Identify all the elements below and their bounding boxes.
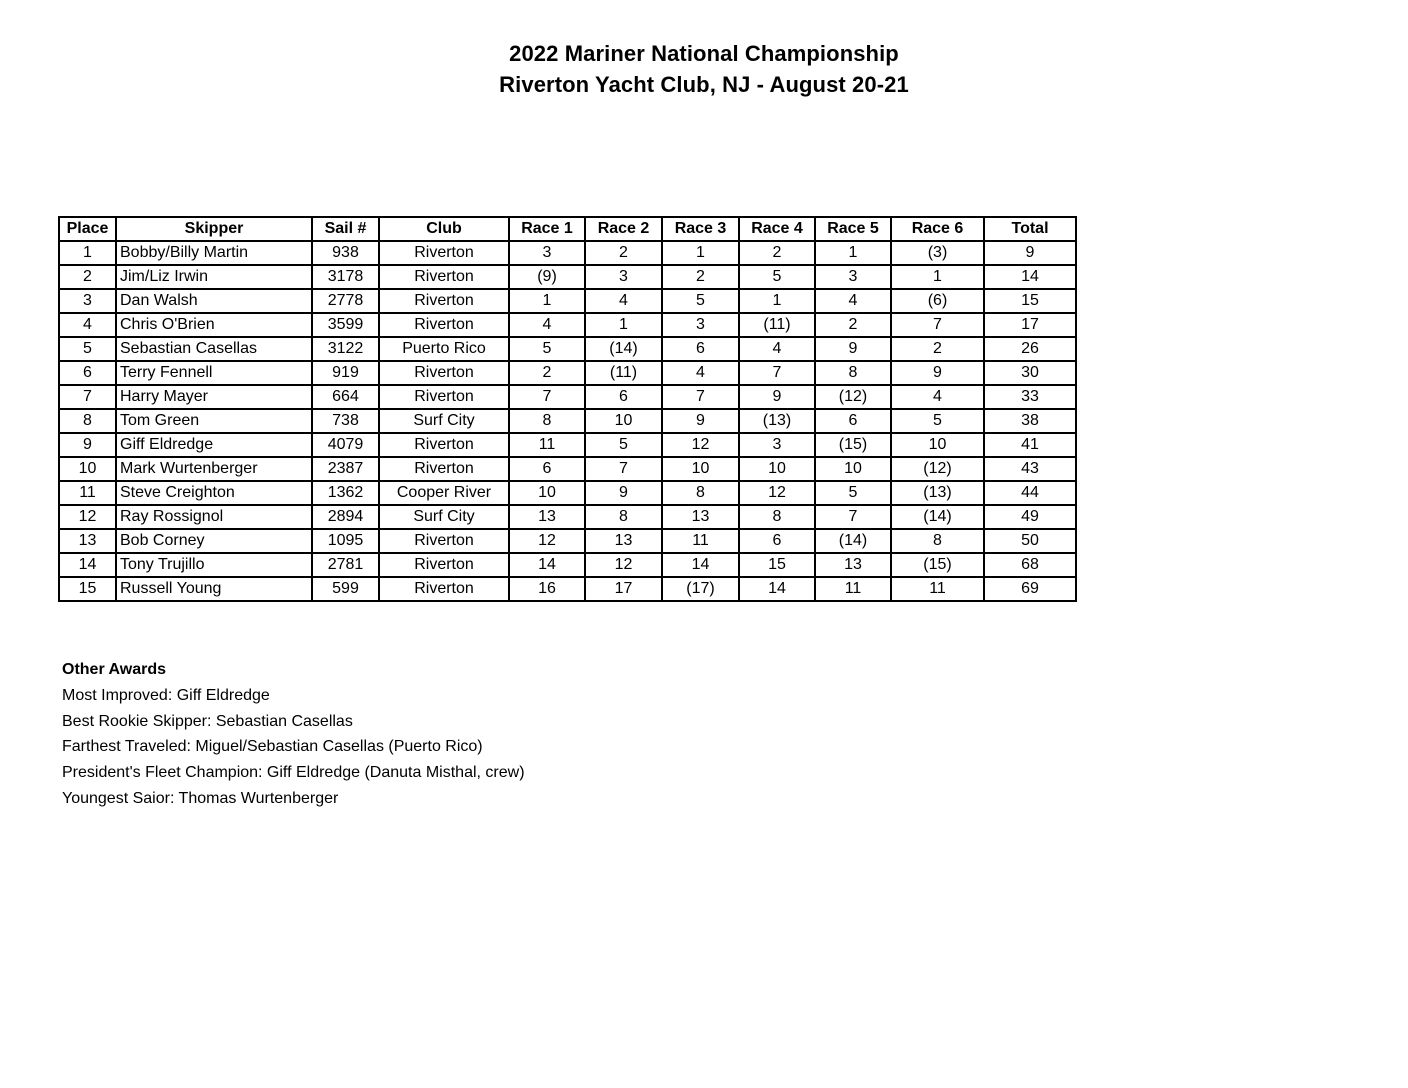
table-cell: 664 [312, 385, 379, 409]
table-row [59, 385, 1076, 409]
table-cell: 69 [984, 577, 1076, 601]
table-cell: 1 [662, 241, 739, 265]
table-cell: 9 [59, 433, 116, 457]
table-cell: Tom Green [116, 409, 312, 433]
table-cell: 1 [891, 265, 984, 289]
table-cell: 13 [59, 529, 116, 553]
table-cell: 919 [312, 361, 379, 385]
table-cell: 2 [891, 337, 984, 361]
table-cell: 15 [59, 577, 116, 601]
table-cell: (17) [662, 577, 739, 601]
table-cell: 1 [739, 289, 815, 313]
table-cell: 30 [984, 361, 1076, 385]
table-cell: 9 [739, 385, 815, 409]
table-row [59, 361, 1076, 385]
table-cell: 3 [59, 289, 116, 313]
table-cell: 49 [984, 505, 1076, 529]
table-cell: 5 [815, 481, 891, 505]
table-cell: (12) [891, 457, 984, 481]
table-cell: 10 [739, 457, 815, 481]
table-cell: 14 [739, 577, 815, 601]
table-cell: 2 [509, 361, 585, 385]
table-row [59, 505, 1076, 529]
table-cell: 50 [984, 529, 1076, 553]
award-item: Best Rookie Skipper: Sebastian Casellas [62, 712, 353, 730]
table-cell: Cooper River [379, 481, 509, 505]
column-header: Race 1 [509, 217, 585, 241]
table-cell: Surf City [379, 409, 509, 433]
table-cell: 8 [509, 409, 585, 433]
table-cell: 938 [312, 241, 379, 265]
column-header: Skipper [116, 217, 312, 241]
table-cell: (13) [739, 409, 815, 433]
table-cell: 9 [815, 337, 891, 361]
table-cell: Riverton [379, 457, 509, 481]
table-cell: (9) [509, 265, 585, 289]
column-header: Race 4 [739, 217, 815, 241]
table-cell: Riverton [379, 241, 509, 265]
table-cell: Riverton [379, 361, 509, 385]
table-cell: Dan Walsh [116, 289, 312, 313]
table-cell: 12 [662, 433, 739, 457]
award-item: Most Improved: Giff Eldredge [62, 686, 270, 704]
table-cell: 6 [585, 385, 662, 409]
table-cell: 3 [662, 313, 739, 337]
table-cell: (13) [891, 481, 984, 505]
table-cell: 10 [815, 457, 891, 481]
table-cell: 7 [509, 385, 585, 409]
table-cell: 4 [585, 289, 662, 313]
table-cell: 4 [509, 313, 585, 337]
table-cell: (6) [891, 289, 984, 313]
table-cell: Riverton [379, 433, 509, 457]
table-cell: Terry Fennell [116, 361, 312, 385]
table-row [59, 553, 1076, 577]
table-cell: 1 [59, 241, 116, 265]
table-cell: 4 [815, 289, 891, 313]
table-body [59, 241, 1076, 601]
table-cell: 10 [662, 457, 739, 481]
table-cell: 1 [509, 289, 585, 313]
table-cell: 41 [984, 433, 1076, 457]
table-cell: 6 [59, 361, 116, 385]
table-cell: 4079 [312, 433, 379, 457]
table-cell: 13 [662, 505, 739, 529]
table-cell: 7 [891, 313, 984, 337]
table-cell: (15) [891, 553, 984, 577]
table-cell: 2894 [312, 505, 379, 529]
table-cell: Puerto Rico [379, 337, 509, 361]
table-cell: Riverton [379, 289, 509, 313]
table-cell: 11 [815, 577, 891, 601]
column-header: Club [379, 217, 509, 241]
table-cell: 10 [509, 481, 585, 505]
table-cell: Bobby/Billy Martin [116, 241, 312, 265]
table-cell: 5 [891, 409, 984, 433]
table-cell: 14 [984, 265, 1076, 289]
award-item: Farthest Traveled: Miguel/Sebastian Casellas (Puerto Rico) [62, 738, 483, 756]
column-header: Race 2 [585, 217, 662, 241]
table-cell: 13 [585, 529, 662, 553]
table-cell: 738 [312, 409, 379, 433]
table-cell: (12) [815, 385, 891, 409]
table-cell: Russell Young [116, 577, 312, 601]
table-cell: 5 [662, 289, 739, 313]
table-cell: 3122 [312, 337, 379, 361]
table-cell: 14 [59, 553, 116, 577]
table-cell: 1 [815, 241, 891, 265]
table-cell: 6 [739, 529, 815, 553]
table-cell: 2 [585, 241, 662, 265]
table-cell: 14 [509, 553, 585, 577]
table-row [59, 529, 1076, 553]
table-cell: 4 [739, 337, 815, 361]
table-cell: 13 [509, 505, 585, 529]
table-cell: 599 [312, 577, 379, 601]
table-cell: Riverton [379, 553, 509, 577]
table-cell: 17 [585, 577, 662, 601]
table-cell: Bob Corney [116, 529, 312, 553]
table-cell: 12 [739, 481, 815, 505]
table-cell: 12 [509, 529, 585, 553]
table-cell: (14) [815, 529, 891, 553]
table-cell: 7 [59, 385, 116, 409]
table-row [59, 289, 1076, 313]
table-cell: 8 [585, 505, 662, 529]
table-cell: 26 [984, 337, 1076, 361]
column-header: Race 6 [891, 217, 984, 241]
table-cell: 5 [739, 265, 815, 289]
table-cell: 2 [815, 313, 891, 337]
table-cell: 44 [984, 481, 1076, 505]
table-cell: 8 [59, 409, 116, 433]
table-cell: 13 [815, 553, 891, 577]
table-cell: (3) [891, 241, 984, 265]
table-cell: 3 [585, 265, 662, 289]
table-cell: 8 [891, 529, 984, 553]
table-cell: Riverton [379, 577, 509, 601]
table-row [59, 313, 1076, 337]
table-cell: 1362 [312, 481, 379, 505]
table-header-row [59, 217, 1076, 241]
table-cell: 2 [739, 241, 815, 265]
document-title [0, 38, 1408, 100]
table-cell: 7 [662, 385, 739, 409]
column-header: Race 5 [815, 217, 891, 241]
table-cell: 7 [815, 505, 891, 529]
table-cell: 5 [509, 337, 585, 361]
table-cell: (14) [585, 337, 662, 361]
table-cell: (15) [815, 433, 891, 457]
table-cell: 8 [739, 505, 815, 529]
table-cell: 2781 [312, 553, 379, 577]
table-cell: Surf City [379, 505, 509, 529]
table-cell: 9 [891, 361, 984, 385]
table-cell: (11) [585, 361, 662, 385]
table-cell: 4 [662, 361, 739, 385]
table-cell: 8 [662, 481, 739, 505]
table-cell: Riverton [379, 385, 509, 409]
table-cell: 5 [585, 433, 662, 457]
column-header: Total [984, 217, 1076, 241]
table-cell: 7 [585, 457, 662, 481]
table-cell: (11) [739, 313, 815, 337]
table-cell: 12 [585, 553, 662, 577]
column-header: Race 3 [662, 217, 739, 241]
table-cell: 12 [59, 505, 116, 529]
table-cell: 2778 [312, 289, 379, 313]
column-header: Sail # [312, 217, 379, 241]
table-cell: 15 [739, 553, 815, 577]
table-cell: 3 [739, 433, 815, 457]
table-cell: 3599 [312, 313, 379, 337]
table-cell: Mark Wurtenberger [116, 457, 312, 481]
table-cell: 10 [59, 457, 116, 481]
table-cell: 38 [984, 409, 1076, 433]
table-cell: Steve Creighton [116, 481, 312, 505]
table-cell: 2387 [312, 457, 379, 481]
table-cell: 4 [891, 385, 984, 409]
table-cell: Riverton [379, 529, 509, 553]
table-cell: 11 [662, 529, 739, 553]
table-cell: (14) [891, 505, 984, 529]
table-cell: Ray Rossignol [116, 505, 312, 529]
table-row [59, 457, 1076, 481]
results-table [58, 216, 1077, 602]
table-cell: 6 [509, 457, 585, 481]
table-row [59, 433, 1076, 457]
table-cell: 1 [585, 313, 662, 337]
table-cell: 17 [984, 313, 1076, 337]
table-cell: 5 [59, 337, 116, 361]
table-cell: 8 [815, 361, 891, 385]
table-cell: 2 [59, 265, 116, 289]
table-cell: 7 [739, 361, 815, 385]
awards-heading: Other Awards [62, 661, 167, 678]
table-cell: Riverton [379, 265, 509, 289]
table-cell: 10 [891, 433, 984, 457]
table-cell: Sebastian Casellas [116, 337, 312, 361]
award-item: Youngest Saior: Thomas Wurtenberger [62, 789, 339, 807]
table-cell: 43 [984, 457, 1076, 481]
table-cell: Harry Mayer [116, 385, 312, 409]
table-cell: 6 [815, 409, 891, 433]
table-row [59, 241, 1076, 265]
table-cell: 68 [984, 553, 1076, 577]
table-cell: 11 [509, 433, 585, 457]
table-cell: 9 [585, 481, 662, 505]
table-row [59, 265, 1076, 289]
table-cell: 11 [59, 481, 116, 505]
table-cell: 9 [662, 409, 739, 433]
table-cell: 3 [509, 241, 585, 265]
table-cell: 3 [815, 265, 891, 289]
awards-list [62, 683, 525, 812]
table-cell: 6 [662, 337, 739, 361]
table-cell: 33 [984, 385, 1076, 409]
table-cell: 9 [984, 241, 1076, 265]
table-cell: 16 [509, 577, 585, 601]
award-item: President's Fleet Champion: Giff Eldredge (Danuta Misthal, crew) [62, 764, 525, 782]
table-cell: 11 [891, 577, 984, 601]
table-cell: Jim/Liz Irwin [116, 265, 312, 289]
table-cell: 15 [984, 289, 1076, 313]
table-row [59, 577, 1076, 601]
table-cell: 10 [585, 409, 662, 433]
table-cell: 14 [662, 553, 739, 577]
table-row [59, 481, 1076, 505]
table-row [59, 337, 1076, 361]
table-cell: Riverton [379, 313, 509, 337]
table-cell: 2 [662, 265, 739, 289]
column-header: Place [59, 217, 116, 241]
table-cell: 4 [59, 313, 116, 337]
title-line-2: Riverton Yacht Club, NJ - August 20-21 [499, 72, 909, 97]
table-cell: Giff Eldredge [116, 433, 312, 457]
title-line-1: 2022 Mariner National Championship [509, 41, 899, 66]
table-cell: 3178 [312, 265, 379, 289]
table-cell: Tony Trujillo [116, 553, 312, 577]
table-cell: 1095 [312, 529, 379, 553]
table-row [59, 409, 1076, 433]
table-cell: Chris O'Brien [116, 313, 312, 337]
other-awards [62, 657, 525, 812]
